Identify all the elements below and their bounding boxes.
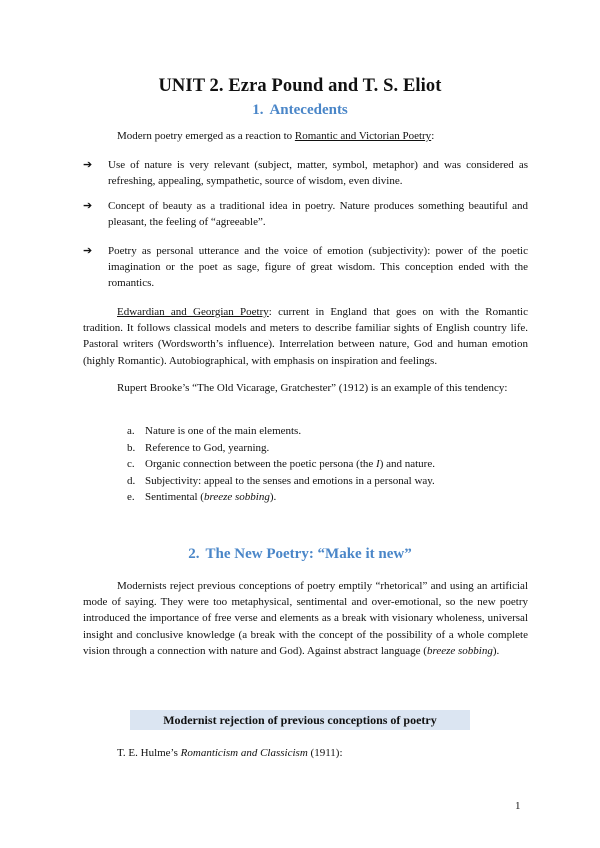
arrow-bullet-icon: ➔ xyxy=(83,200,93,212)
list-item: e. Sentimental (breeze sobbing). xyxy=(127,491,277,504)
section-heading-new-poetry xyxy=(0,546,600,563)
page-title: UNIT 2. Ezra Pound and T. S. Eliot xyxy=(158,76,442,96)
bullet-item: ➔ Concept of beauty as a traditional idea in poetry. Nature produces something beautiful and pleasant, the feeling of “agreeable”. xyxy=(83,200,528,229)
modernists-paragraph: Modernists reject previous conceptions of poetry emptily “rhetorical” and using an artificial mode of saying. They were too metaphysical, sentimental and over-emotional, so the new poetry introduced the importance of free verse and elements as a break with visionary wholeness, universal insight and conclusive knowledge (a break with the concept of the possibility of a whole complete vision through a connection with nature and God). Against abstract language (breeze sobbing). xyxy=(83,580,528,657)
section-number: 2. xyxy=(188,546,200,562)
highlighted-subheading: Modernist rejection of previous conceptions of poetry xyxy=(130,710,470,730)
characteristics-list xyxy=(121,423,521,506)
edwardian-paragraph: Edwardian and Georgian Poetry: current in England that goes on with the Romantic tradition. It follows classical models and meters to describe familiar sights of English country life. Pastoral writers (Wordsworth’s influence). Interrelation between nature, God and human emotion (highly Romantic). Autobiographical, with emphasis on inspiration and feelings. xyxy=(83,306,528,367)
hulme-line: T. E. Hulme’s Romanticism and Classicism (1911): xyxy=(117,747,343,759)
page-number: 1 xyxy=(515,800,521,812)
edwardian-term: Edwardian and Georgian Poetry xyxy=(117,306,269,318)
brooke-paragraph: Rupert Brooke’s “The Old Vicarage, Gratchester” (1912) is an example of this tendency: xyxy=(117,382,508,394)
section-title: The New Poetry: “Make it new” xyxy=(205,546,412,562)
arrow-bullet-icon: ➔ xyxy=(83,245,93,257)
list-item: c. Organic connection between the poetic persona (the I) and nature. xyxy=(127,458,435,471)
arrow-bullet-icon: ➔ xyxy=(83,159,93,171)
bullet-item: ➔ Poetry as personal utterance and the voice of emotion (subjectivity): power of the poetic imagination or the poet as sage, figure of great wisdom. This conception ended with the romantics. xyxy=(83,245,528,290)
intro-paragraph: Modern poetry emerged as a reaction to Romantic and Victorian Poetry: xyxy=(117,130,435,142)
list-item: d. Subjectivity: appeal to the senses and emotions in a personal way. xyxy=(127,474,435,487)
romantic-victorian-term: Romantic and Victorian Poetry xyxy=(294,130,432,142)
bullet-item: ➔ Use of nature is very relevant (subject, matter, symbol, metaphor) and was considered as refreshing, appealing, sympathetic, source of wisdom, even divine. xyxy=(83,159,528,188)
section-heading-antecedents xyxy=(0,102,600,119)
section-number: 1. xyxy=(252,102,264,118)
list-item: a. Nature is one of the main elements. xyxy=(127,425,302,437)
list-item: b. Reference to God, yearning. xyxy=(127,441,270,454)
section-title: Antecedents xyxy=(269,102,348,118)
